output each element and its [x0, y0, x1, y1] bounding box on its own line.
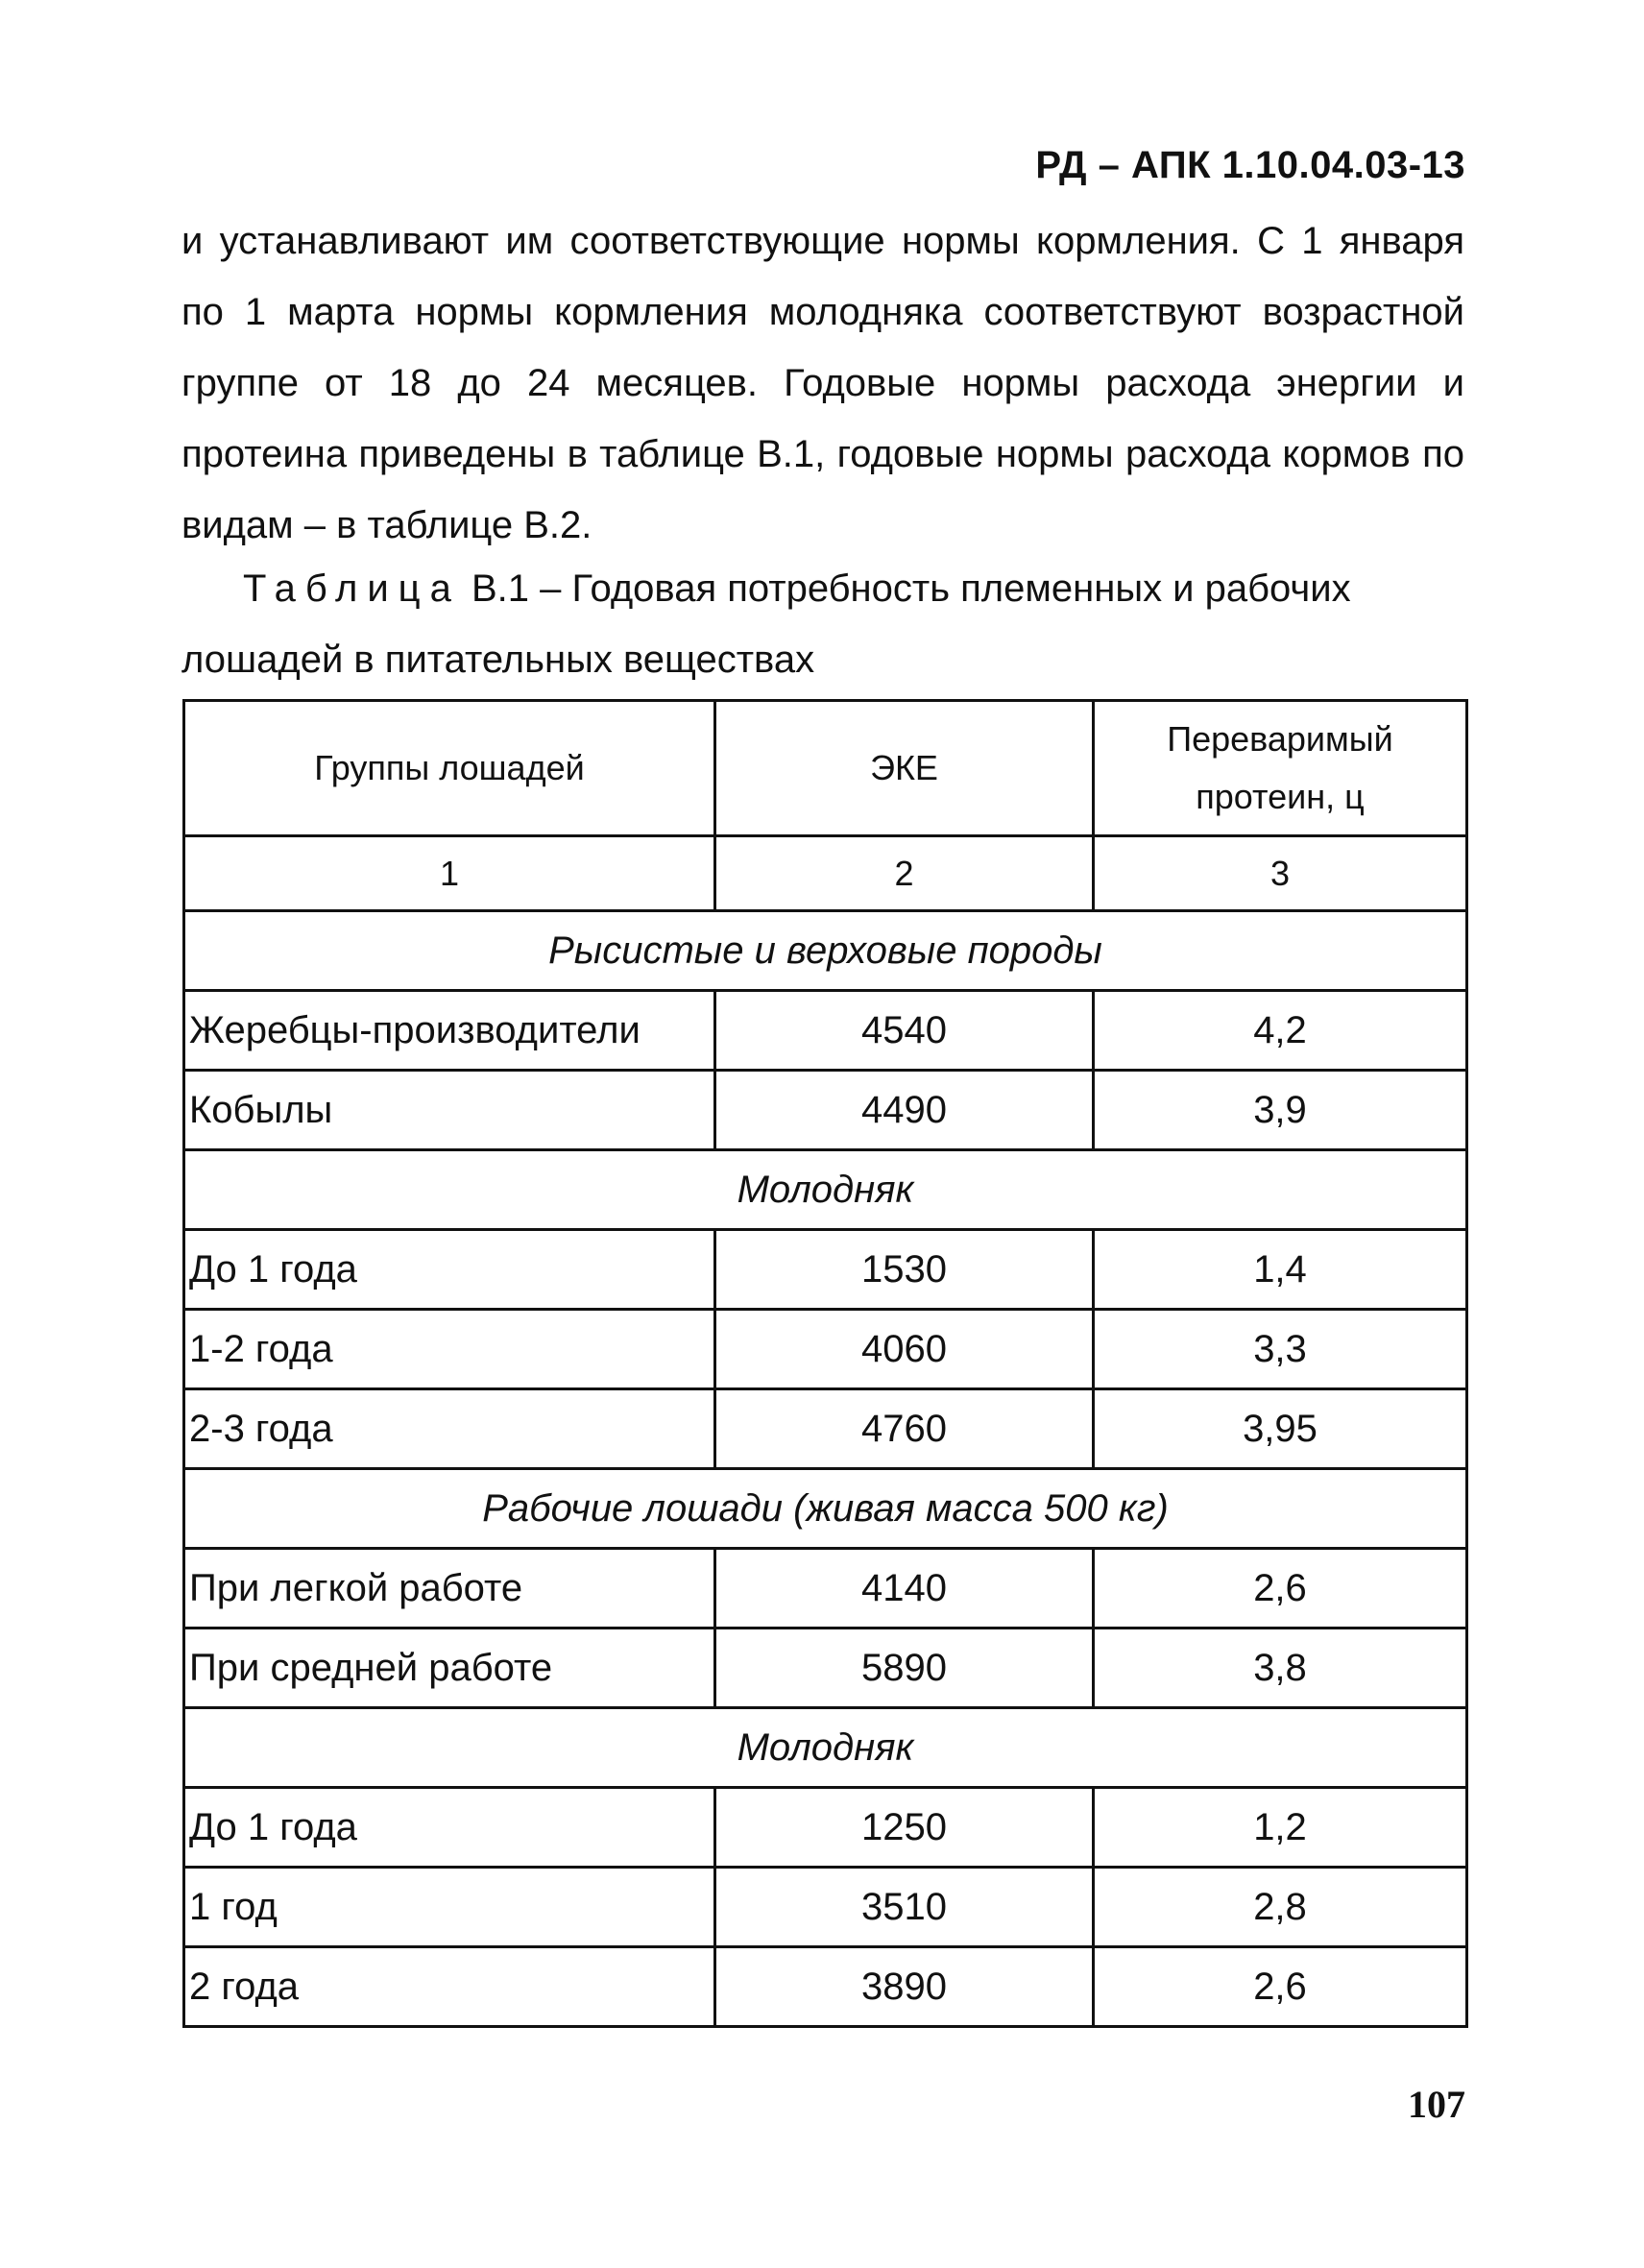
protein-cell: 2,6 — [1094, 1549, 1467, 1629]
group-cell: До 1 года — [184, 1788, 715, 1868]
group-cell: Кобылы — [184, 1071, 715, 1150]
section-title: Молодняк — [184, 1708, 1467, 1788]
protein-cell: 3,8 — [1094, 1629, 1467, 1708]
protein-cell: 4,2 — [1094, 991, 1467, 1071]
protein-cell: 2,8 — [1094, 1868, 1467, 1947]
column-number-cell: 2 — [715, 836, 1094, 911]
group-cell: Жеребцы-производители — [184, 991, 715, 1071]
eke-cell: 1530 — [715, 1230, 1094, 1310]
protein-cell: 3,3 — [1094, 1310, 1467, 1389]
eke-cell: 4540 — [715, 991, 1094, 1071]
eke-cell: 5890 — [715, 1629, 1094, 1708]
table-row — [184, 1947, 1467, 2027]
group-cell: 1-2 года — [184, 1310, 715, 1389]
table-section-row — [184, 1469, 1467, 1549]
eke-cell: 1250 — [715, 1788, 1094, 1868]
group-cell: 2 года — [184, 1947, 715, 2027]
table-row — [184, 1230, 1467, 1310]
column-number-cell: 3 — [1094, 836, 1467, 911]
table-section-row — [184, 1708, 1467, 1788]
section-title: Молодняк — [184, 1150, 1467, 1230]
table-row — [184, 1788, 1467, 1868]
body-paragraph: и устанавливают им соответствующие нормы кормления. С 1 января по 1 марта нормы кормления молодняка соответствуют возрастной группе от 18 до 24 месяцев. Годовые нормы расхода энергии и протеина приведены в таблице В.1, годовые нормы расхода кормов по видам – в таблице В.2. — [181, 220, 1464, 546]
document-code: РД – АПК 1.10.04.03-13 — [1035, 144, 1465, 186]
header-cell-groups: Группы лошадей — [184, 701, 715, 836]
table-caption-label: Таблица — [243, 567, 461, 610]
protein-cell: 3,9 — [1094, 1071, 1467, 1150]
section-title: Рабочие лошади (живая масса 500 кг) — [184, 1469, 1467, 1549]
group-cell: При средней работе — [184, 1629, 715, 1708]
header-cell-eke: ЭКЕ — [715, 701, 1094, 836]
table-row — [184, 1389, 1467, 1469]
nutrient-table — [182, 699, 1468, 2028]
table-section-row — [184, 911, 1467, 991]
eke-cell: 4490 — [715, 1071, 1094, 1150]
eke-cell: 3510 — [715, 1868, 1094, 1947]
table-row — [184, 991, 1467, 1071]
column-number-cell: 1 — [184, 836, 715, 911]
table-row — [184, 1868, 1467, 1947]
column-number-row — [184, 836, 1467, 911]
page-number: 107 — [1408, 2083, 1465, 2126]
eke-cell: 4060 — [715, 1310, 1094, 1389]
table-section-row — [184, 1150, 1467, 1230]
group-cell: При легкой работе — [184, 1549, 715, 1629]
section-title: Рысистые и верховые породы — [184, 911, 1467, 991]
protein-cell: 1,2 — [1094, 1788, 1467, 1868]
group-cell: 2-3 года — [184, 1389, 715, 1469]
group-cell: 1 год — [184, 1868, 715, 1947]
table-row — [184, 1071, 1467, 1150]
table-caption — [181, 553, 1464, 695]
table-header-row — [184, 701, 1467, 836]
protein-cell: 2,6 — [1094, 1947, 1467, 2027]
protein-cell: 1,4 — [1094, 1230, 1467, 1310]
table-row — [184, 1310, 1467, 1389]
eke-cell: 4760 — [715, 1389, 1094, 1469]
group-cell: До 1 года — [184, 1230, 715, 1310]
table-row — [184, 1629, 1467, 1708]
header-cell-protein: Переваримый протеин, ц — [1094, 701, 1467, 836]
table-caption-text: В.1 – Годовая потребность племенных и рабочих лошадей в питательных веществах — [181, 567, 1351, 681]
protein-cell: 3,95 — [1094, 1389, 1467, 1469]
table-row — [184, 1549, 1467, 1629]
eke-cell: 3890 — [715, 1947, 1094, 2027]
eke-cell: 4140 — [715, 1549, 1094, 1629]
